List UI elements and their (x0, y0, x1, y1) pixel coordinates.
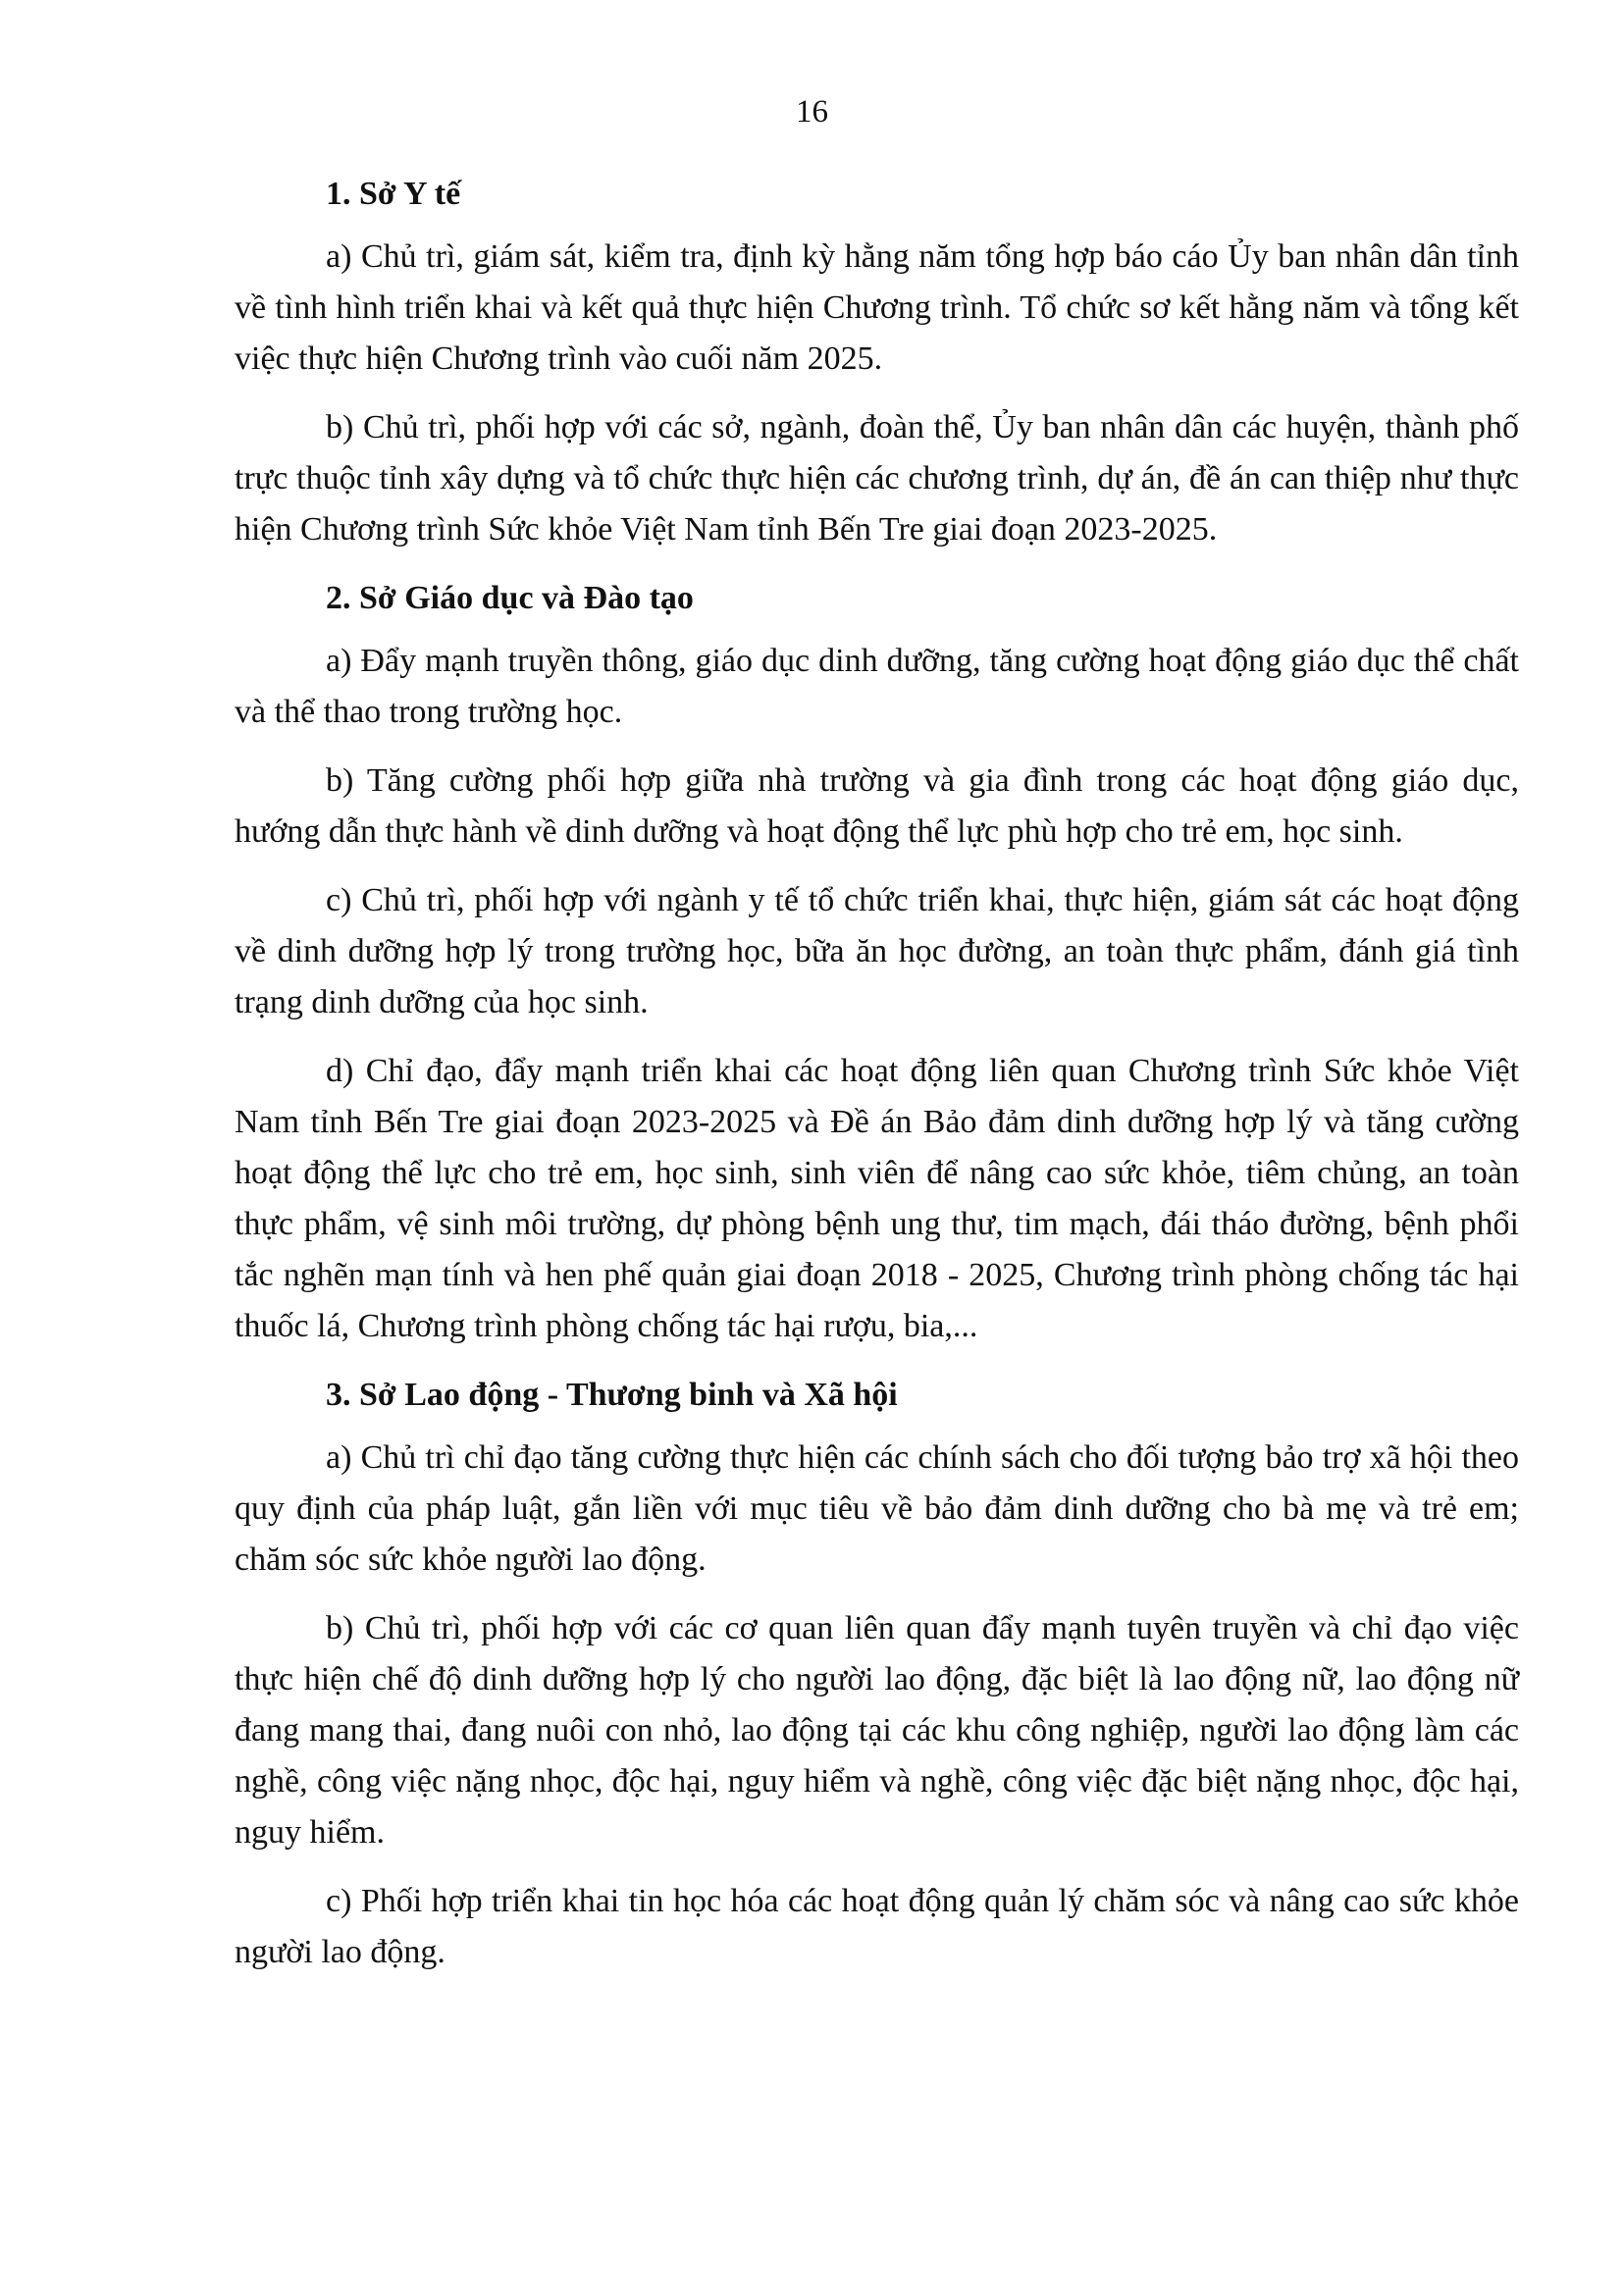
document-body (235, 169, 1519, 1996)
paragraph: c) Phối hợp triển khai tin học hóa các hoạt động quản lý chăm sóc và nâng cao sức khỏe người lao động. (235, 1883, 1519, 1970)
page-number: 16 (796, 94, 828, 130)
paragraph: c) Chủ trì, phối hợp với ngành y tế tổ chức triển khai, thực hiện, giám sát các hoạt động về dinh dưỡng hợp lý trong trường học, bữa ăn học đường, an toàn thực phẩm, đánh giá tình trạng dinh dưỡng của học sinh. (235, 882, 1519, 1020)
section-heading: 1. Sở Y tế (326, 176, 461, 212)
paragraph: b) Chủ trì, phối hợp với các sở, ngành, đoàn thể, Ủy ban nhân dân các huyện, thành phố trực thuộc tỉnh xây dựng và tổ chức thực hiện các chương trình, dự án, đề án can thiệp như thực hiện Chương trình Sức khỏe Việt Nam tỉnh Bến Tre giai đoạn 2023-2025. (235, 409, 1519, 548)
section-so-giao-duc (235, 573, 1519, 1352)
section-heading: 2. Sở Giáo dục và Đào tạo (326, 580, 694, 616)
paragraph: a) Chủ trì, giám sát, kiểm tra, định kỳ hằng năm tổng hợp báo cáo Ủy ban nhân dân tỉnh về tình hình triển khai và kết quả thực hiện Chương trình. Tổ chức sơ kết hằng năm và tổng kết việc thực hiện Chương trình vào cuối năm 2025. (235, 238, 1519, 377)
section-heading: 3. Sở Lao động - Thương binh và Xã hội (326, 1377, 898, 1413)
paragraph: d) Chỉ đạo, đẩy mạnh triển khai các hoạt động liên quan Chương trình Sức khỏe Việt Nam tỉnh Bến Tre giai đoạn 2023-2025 và Đề án Bảo đảm dinh dưỡng hợp lý và tăng cường hoạt động thể lực cho trẻ em, học sinh, sinh viên để nâng cao sức khỏe, tiêm chủng, an toàn thực phẩm, vệ sinh môi trường, dự phòng bệnh ung thư, tim mạch, đái tháo đường, bệnh phổi tắc nghẽn mạn tính và hen phế quản giai đoạn 2018 - 2025, Chương trình phòng chống tác hại thuốc lá, Chương trình phòng chống tác hại rượu, bia,... (235, 1053, 1519, 1344)
paragraph: a) Đẩy mạnh truyền thông, giáo dục dinh dưỡng, tăng cường hoạt động giáo dục thể chất và thể thao trong trường học. (235, 643, 1519, 730)
section-so-y-te (235, 169, 1519, 555)
paragraph: b) Chủ trì, phối hợp với các cơ quan liên quan đẩy mạnh tuyên truyền và chỉ đạo việc thực hiện chế độ dinh dưỡng hợp lý cho người lao động, đặc biệt là lao động nữ, lao động nữ đang mang thai, đang nuôi con nhỏ, lao động tại các khu công nghiệp, người lao động làm các nghề, công việc nặng nhọc, độc hại, nguy hiểm và nghề, công việc đặc biệt nặng nhọc, độc hại, nguy hiểm. (235, 1610, 1519, 1851)
section-so-lao-dong (235, 1370, 1519, 1978)
paragraph: a) Chủ trì chỉ đạo tăng cường thực hiện các chính sách cho đối tượng bảo trợ xã hội theo quy định của pháp luật, gắn liền với mục tiêu về bảo đảm dinh dưỡng cho bà mẹ và trẻ em; chăm sóc sức khỏe người lao động. (235, 1439, 1519, 1578)
paragraph: b) Tăng cường phối hợp giữa nhà trường và gia đình trong các hoạt động giáo dục, hướng dẫn thực hành về dinh dưỡng và hoạt động thể lực phù hợp cho trẻ em, học sinh. (235, 762, 1519, 850)
